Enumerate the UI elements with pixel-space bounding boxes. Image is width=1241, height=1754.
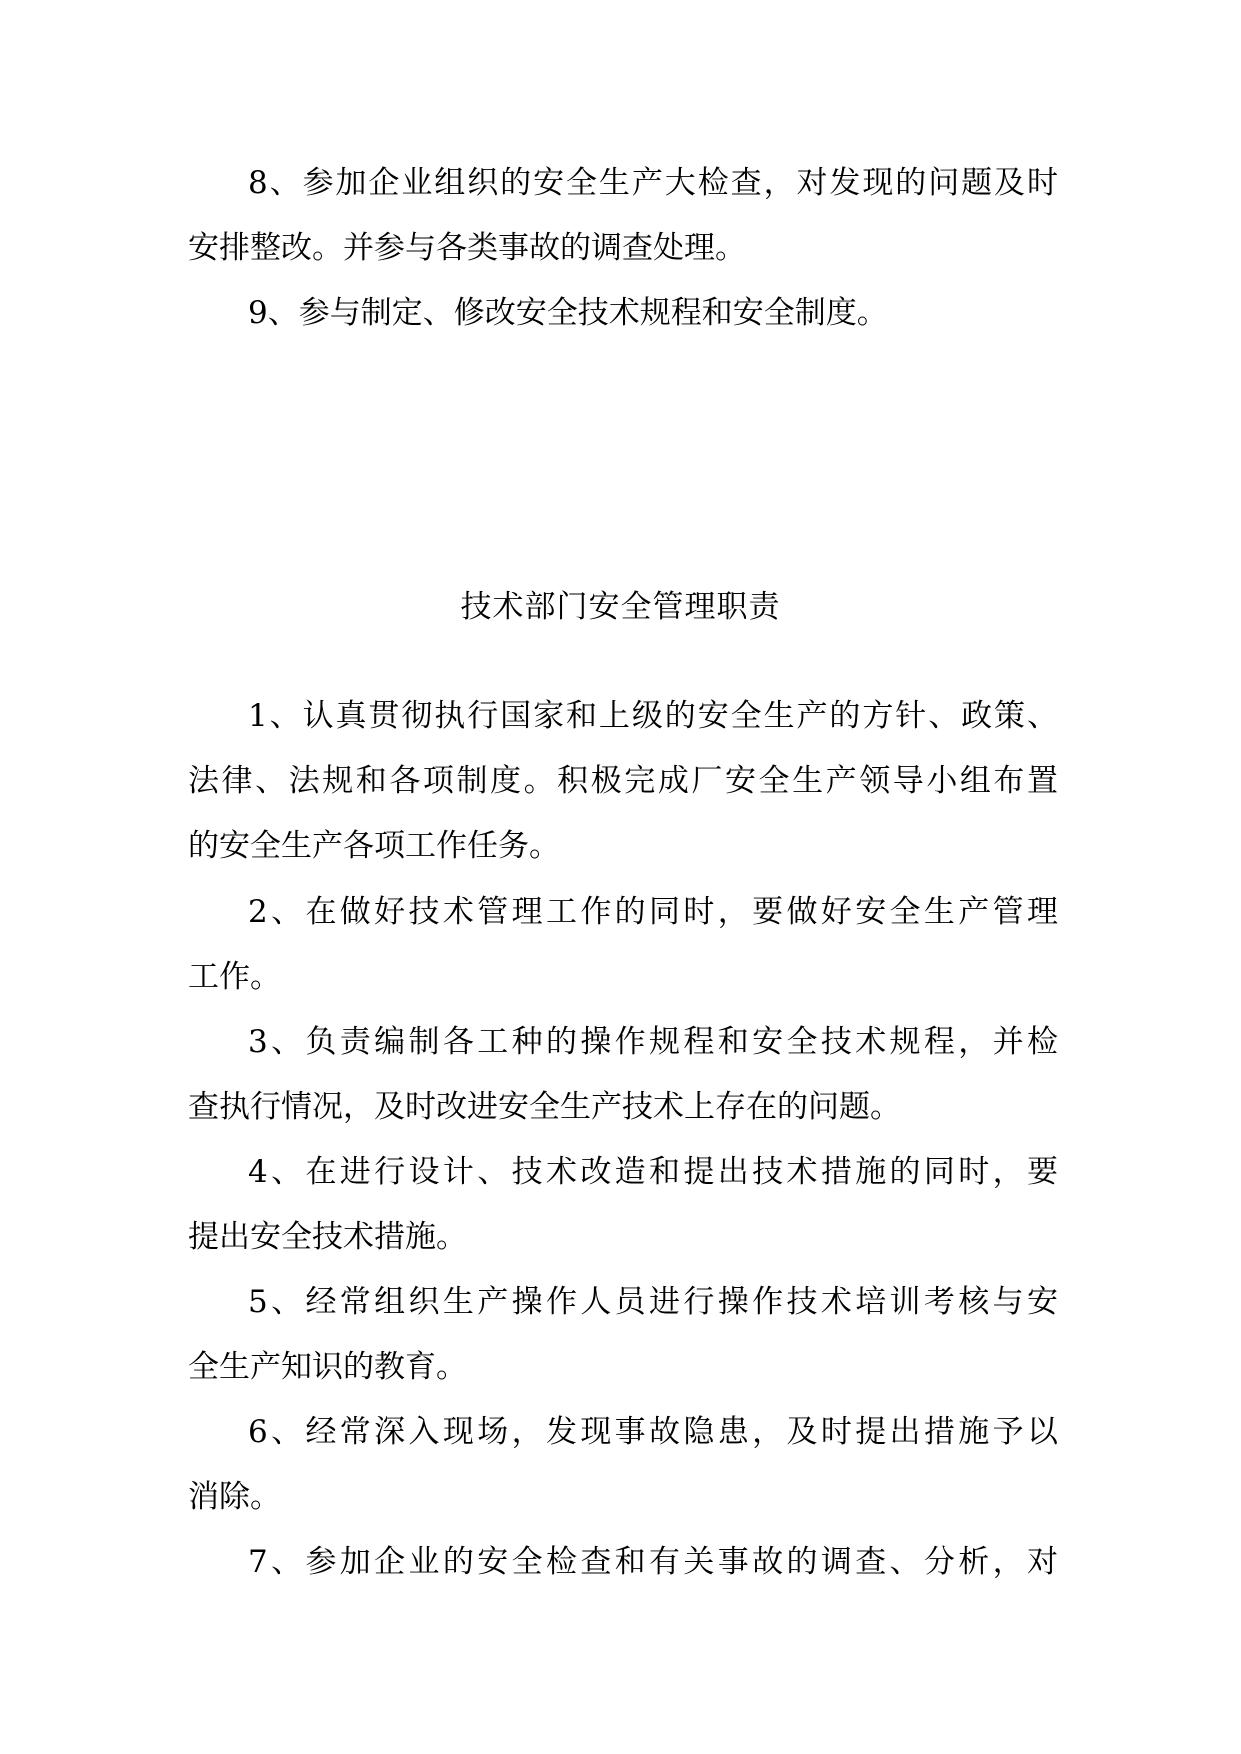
item-9-line-1: 9、参与制定、修改安全技术规程和安全制度。 [248,295,888,331]
item-5-line-1: 5、经常组织生产操作人员进行操作技术培训考核与安 [248,1284,1058,1320]
item-1-line-1: 1、认真贯彻执行国家和上级的安全生产的方针、政策、 [248,698,1058,734]
item-7-line-1: 7、参加企业的安全检查和有关事故的调查、分析，对 [248,1544,1058,1580]
item-2-line-2: 工作。 [188,959,281,995]
item-3-line-2: 查执行情况，及时改进安全生产技术上存在的问题。 [188,1089,901,1125]
item-8-line-2: 安排整改。并参与各类事故的调查处理。 [188,230,746,266]
section-title: 技术部门安全管理职责 [460,589,781,625]
item-1-line-2: 法律、法规和各项制度。积极完成厂安全生产领导小组布置 [188,763,1058,799]
item-6-line-1: 6、经常深入现场，发现事故隐患，及时提出措施予以 [248,1414,1058,1450]
item-8-line-1: 8、参加企业组织的安全生产大检查，对发现的问题及时 [248,165,1058,201]
item-4-line-2: 提出安全技术措施。 [188,1219,467,1255]
item-5-line-2: 全生产知识的教育。 [188,1349,467,1385]
item-6-line-2: 消除。 [188,1479,281,1515]
item-1-line-3: 的安全生产各项工作任务。 [188,828,560,864]
item-2-line-1: 2、在做好技术管理工作的同时，要做好安全生产管理 [248,894,1058,930]
item-4-line-1: 4、在进行设计、技术改造和提出技术措施的同时，要 [248,1154,1058,1190]
item-3-line-1: 3、负责编制各工种的操作规程和安全技术规程，并检 [248,1024,1058,1060]
